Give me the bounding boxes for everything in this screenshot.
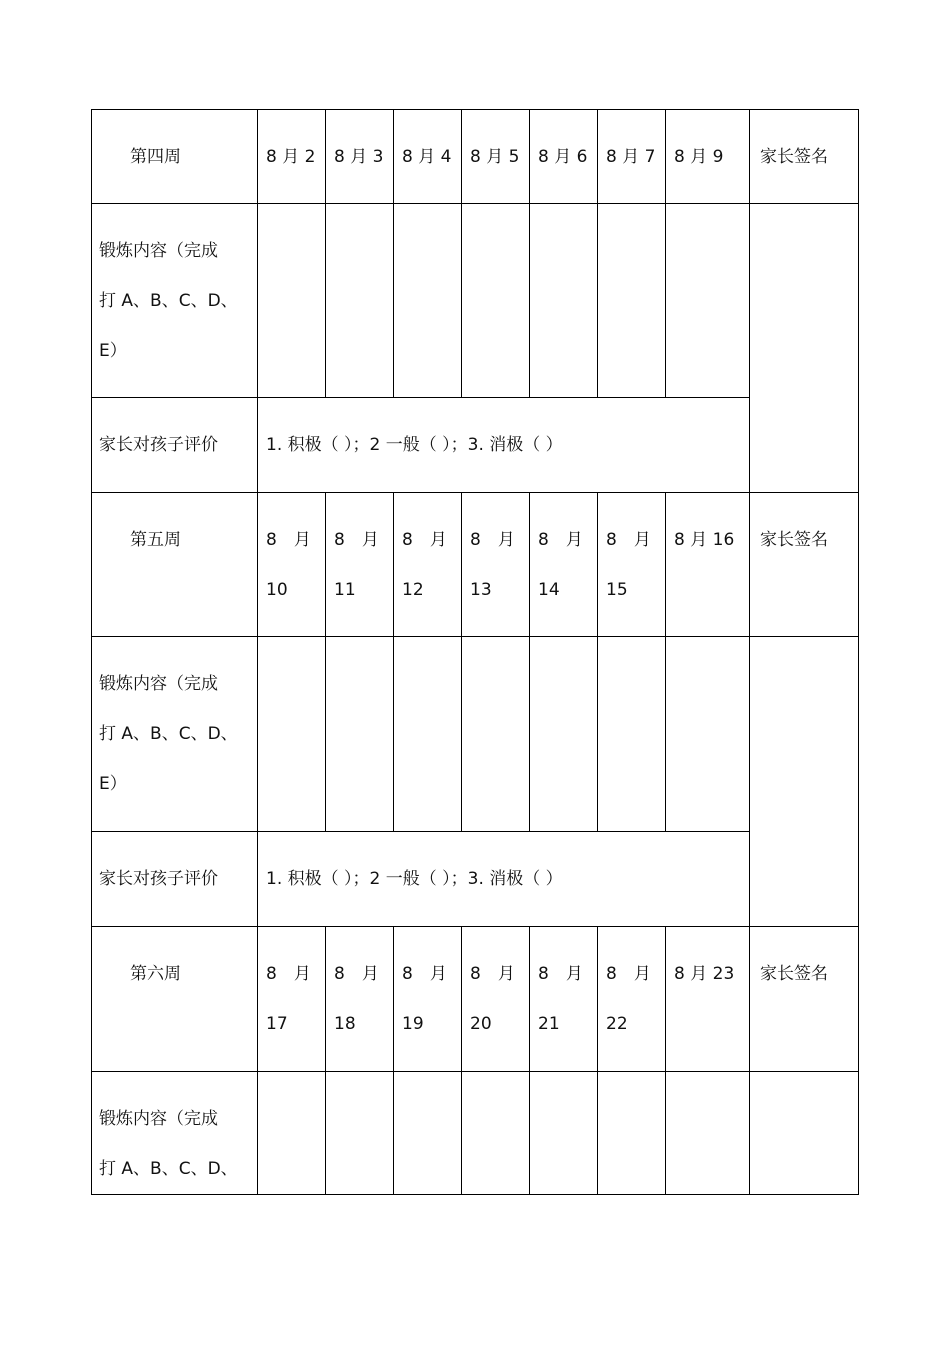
- date-line: 8 月: [402, 530, 447, 550]
- exercise-label: [92, 637, 258, 832]
- exercise-entry-cell[interactable]: [394, 1072, 462, 1195]
- exercise-label-line: 锻炼内容（完成: [99, 674, 218, 694]
- date-cell: [462, 493, 530, 637]
- exercise-entry-cell[interactable]: [462, 204, 530, 398]
- exercise-label-line: E）: [99, 340, 127, 361]
- exercise-entry-cell[interactable]: [530, 1072, 598, 1195]
- exercise-entry-cell[interactable]: [394, 637, 462, 832]
- evaluation-label: 家长对孩子评价: [92, 398, 258, 493]
- date-line: 15: [606, 580, 628, 600]
- date-line: 8 月: [402, 964, 447, 984]
- exercise-label: [92, 204, 258, 398]
- date-line: 8 月: [538, 964, 583, 984]
- exercise-row: [92, 637, 859, 832]
- date-line: 8 月: [334, 964, 379, 984]
- exercise-entry-cell[interactable]: [326, 637, 394, 832]
- date-cell: [394, 493, 462, 637]
- date-cell: 8 月 23: [666, 927, 750, 1072]
- evaluation-row: [92, 398, 859, 493]
- date-line: 8 月: [538, 530, 583, 550]
- date-line: 13: [470, 580, 492, 600]
- date-line: 8 月: [470, 530, 515, 550]
- date-line: 12: [402, 580, 424, 600]
- exercise-entry-cell[interactable]: [666, 1072, 750, 1195]
- parent-signature-header: 家长签名: [750, 927, 859, 1072]
- date-line: 11: [334, 580, 356, 600]
- exercise-entry-cell[interactable]: [394, 204, 462, 398]
- exercise-entry-cell[interactable]: [258, 1072, 326, 1195]
- exercise-entry-cell[interactable]: [598, 1072, 666, 1195]
- date-cell: 8 月 9: [666, 110, 750, 204]
- exercise-label-line: 锻炼内容（完成: [99, 1109, 218, 1129]
- date-cell: 8 月 3: [326, 110, 394, 204]
- date-line: 21: [538, 1014, 560, 1034]
- date-line: 17: [266, 1014, 288, 1034]
- date-cell: [394, 927, 462, 1072]
- exercise-entry-cell[interactable]: [530, 204, 598, 398]
- exercise-entry-cell[interactable]: [462, 637, 530, 832]
- evaluation-options[interactable]: 1. 积极（ ）；2 一般（ ）；3. 消极（ ）: [258, 832, 750, 927]
- date-cell: 8 月 4: [394, 110, 462, 204]
- date-cell: 8 月 7: [598, 110, 666, 204]
- exercise-entry-cell[interactable]: [666, 204, 750, 398]
- date-cell: [258, 493, 326, 637]
- week-header-row: [92, 927, 859, 1072]
- exercise-label: [92, 1072, 258, 1195]
- exercise-entry-cell[interactable]: [326, 204, 394, 398]
- date-cell: [530, 493, 598, 637]
- parent-signature-cell[interactable]: [750, 204, 859, 493]
- exercise-entry-cell[interactable]: [462, 1072, 530, 1195]
- date-line: 20: [470, 1014, 492, 1034]
- parent-signature-header: 家长签名: [750, 493, 859, 637]
- date-cell: 8 月 16: [666, 493, 750, 637]
- evaluation-label: 家长对孩子评价: [92, 832, 258, 927]
- date-cell: [598, 927, 666, 1072]
- date-cell: [462, 927, 530, 1072]
- parent-signature-cell[interactable]: [750, 1072, 859, 1195]
- exercise-entry-cell[interactable]: [326, 1072, 394, 1195]
- exercise-entry-cell[interactable]: [666, 637, 750, 832]
- date-line: 8 月: [266, 964, 311, 984]
- exercise-entry-cell[interactable]: [598, 637, 666, 832]
- date-cell: 8 月 5: [462, 110, 530, 204]
- exercise-entry-cell[interactable]: [598, 204, 666, 398]
- exercise-label-line: 锻炼内容（完成: [99, 240, 218, 261]
- exercise-record-table: [91, 109, 859, 1195]
- date-line: 8 月: [470, 964, 515, 984]
- date-line: 8 月: [606, 530, 651, 550]
- exercise-entry-cell[interactable]: [258, 204, 326, 398]
- week-title: 第五周: [92, 493, 258, 637]
- exercise-row: [92, 204, 859, 398]
- week-header-row: [92, 493, 859, 637]
- date-line: 19: [402, 1014, 424, 1034]
- week-title: 第六周: [92, 927, 258, 1072]
- date-cell: [598, 493, 666, 637]
- evaluation-row: [92, 832, 859, 927]
- exercise-entry-cell[interactable]: [258, 637, 326, 832]
- week-title: 第四周: [92, 110, 258, 204]
- exercise-entry-cell[interactable]: [530, 637, 598, 832]
- date-cell: 8 月 2: [258, 110, 326, 204]
- date-cell: 8 月 6: [530, 110, 598, 204]
- date-cell: [530, 927, 598, 1072]
- parent-signature-cell[interactable]: [750, 637, 859, 927]
- exercise-row: [92, 1072, 859, 1195]
- date-line: 14: [538, 580, 560, 600]
- parent-signature-header: 家长签名: [750, 110, 859, 204]
- exercise-label-line: 打 A、B、C、D、: [99, 1159, 238, 1179]
- date-cell: [326, 927, 394, 1072]
- exercise-label-line: E）: [99, 774, 127, 794]
- exercise-label-line: 打 A、B、C、D、: [99, 724, 238, 744]
- date-line: 10: [266, 580, 288, 600]
- date-line: 8 月: [606, 964, 651, 984]
- exercise-label-line: 打 A、B、C、D、: [99, 290, 238, 311]
- week-header-row: [92, 110, 859, 204]
- date-line: 18: [334, 1014, 356, 1034]
- date-line: 22: [606, 1014, 628, 1034]
- date-line: 8 月: [266, 530, 311, 550]
- date-cell: [258, 927, 326, 1072]
- evaluation-options[interactable]: 1. 积极（ ）；2 一般（ ）；3. 消极（ ）: [258, 398, 750, 493]
- date-cell: [326, 493, 394, 637]
- date-line: 8 月: [334, 530, 379, 550]
